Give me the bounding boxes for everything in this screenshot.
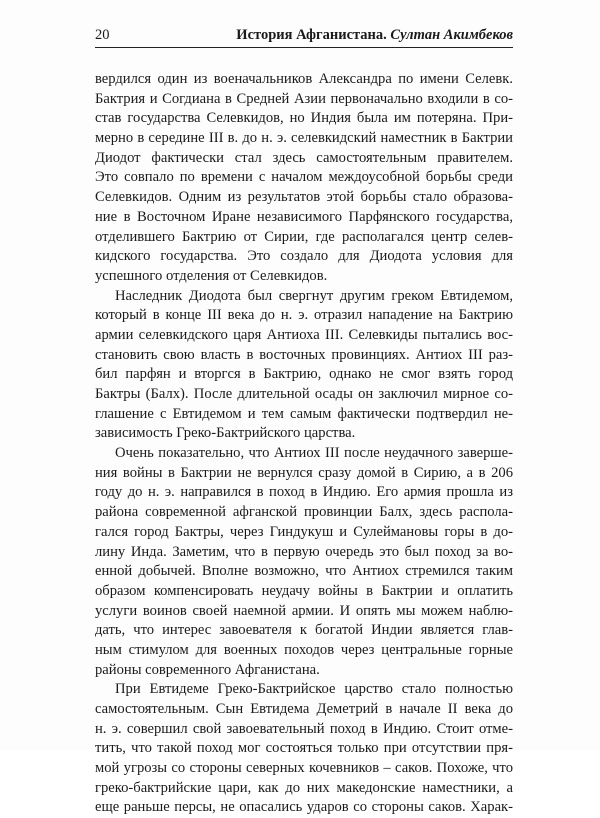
text-line: мой угрозы со стороны северных кочевников – саков. Похоже, что [95,760,513,777]
text-line: армии селевкидского царя Антиоха III. Селевкиды пытались вос- [95,326,513,343]
text-line: зависимость Греко-Бактрийского царства. [95,425,356,442]
page-number: 20 [95,27,110,43]
paragraph [95,70,513,287]
text-line: Наследник Диодота был свергнут другим греком Евтидемом, [115,287,513,304]
text-line: самостоятельным. Сын Евтидема Деметрий в начале II века до [95,701,513,717]
text-line: При Евтидеме Греко-Бактрийское царство стало полностью [115,681,513,698]
text-line: еще раньше персы, не опасались ударов со стороны саков. Харак- [95,799,513,816]
paragraph [95,287,513,445]
text-line: став государства Селевкидов, но Индия была им потеряна. При- [95,110,513,127]
running-title [236,26,513,44]
text-line: становить свою власть в восточных провинциях. Антиох III раз- [95,346,513,363]
text-line: успешного отделения от Селевкидов. [95,267,328,284]
text-line: енной добычей. Вполне возможно, что Антиох стремился таким [95,563,513,580]
text-line: услуги воинов своей наемной армии. И опять мы можем наблю- [95,602,513,619]
text-line: дать, что интерес завоевателя к богатой Индии является глав- [95,622,513,639]
header-rule [95,47,513,48]
text-line: греко-бактрийские цари, как до них македонские наместники, а [95,779,513,796]
text-line: лину Инда. Заметим, что в первую очередь это был поход за во- [95,543,513,560]
author-name: Султан Акимбеков [390,27,513,43]
text-line: вердился один из военачальников Александра по имени Селевк. [95,71,513,87]
text-line: году до н. э. направился в поход в Индию. Его армия прошла из [95,484,513,501]
book-title: История Афганистана. [236,27,387,43]
paragraph [95,680,513,818]
text-line: образом компенсировать неудачу войны в Бактрии и оплатить [95,582,513,599]
text-line: Очень показательно, что Антиох III после неудачного заверше- [115,445,513,462]
text-line: глашение с Евтидемом и тем самым фактически подтвердил не- [95,405,513,422]
paragraph [95,444,513,680]
text-line: тить, что такой поход мог состояться только при отсутствии пря- [95,740,513,757]
text-line: ние в Восточном Иране независимого Парфянского государства, [95,208,513,225]
text-line: н. э. совершил свой завоевательный поход в Индию. Стоит отме- [95,720,513,737]
text-line: ния войны в Бактрии не вернулся сразу домой в Сирию, а в 206 [95,464,513,481]
text-line: Бактрия и Согдиана в Средней Азии первоначально входили в со- [95,90,513,107]
text-line: отделившего Бактрию от Сирии, где располагался центр селев- [95,228,513,245]
text-line: Это совпало по времени с началом междоусобной борьбы среди [95,169,513,186]
text-line: района современной афганской провинции Балх, здесь распола- [95,504,513,521]
text-line: Бактры (Балх). После длительной осады он заключил мирное со- [95,386,513,402]
text-line: кидского государства. Это создало для Диодота условия для [95,248,513,265]
text-line: бил парфян и вторгся в Бактрию, однако не смог взять город [95,366,513,383]
text-line: мерно в середине III в. до н. э. селевкидский наместник в Бактрии [95,130,513,147]
text-line: гался город Бактры, через Гиндукуш и Сулеймановы горы в до- [95,523,513,540]
text-line: Селевкидов. Одним из результатов этой борьбы стало образова- [95,189,513,206]
text-line: который в конце III века до н. э. отразил нападение на Бактрию [95,307,513,324]
body-text [95,70,513,818]
running-header [95,26,513,44]
text-line: районы современного Афганистана. [95,661,320,678]
text-line: ным стимулом для военных походов через центральные горные [95,641,513,658]
text-line: Диодот фактически стал здесь самостоятельным правителем. [95,149,513,166]
